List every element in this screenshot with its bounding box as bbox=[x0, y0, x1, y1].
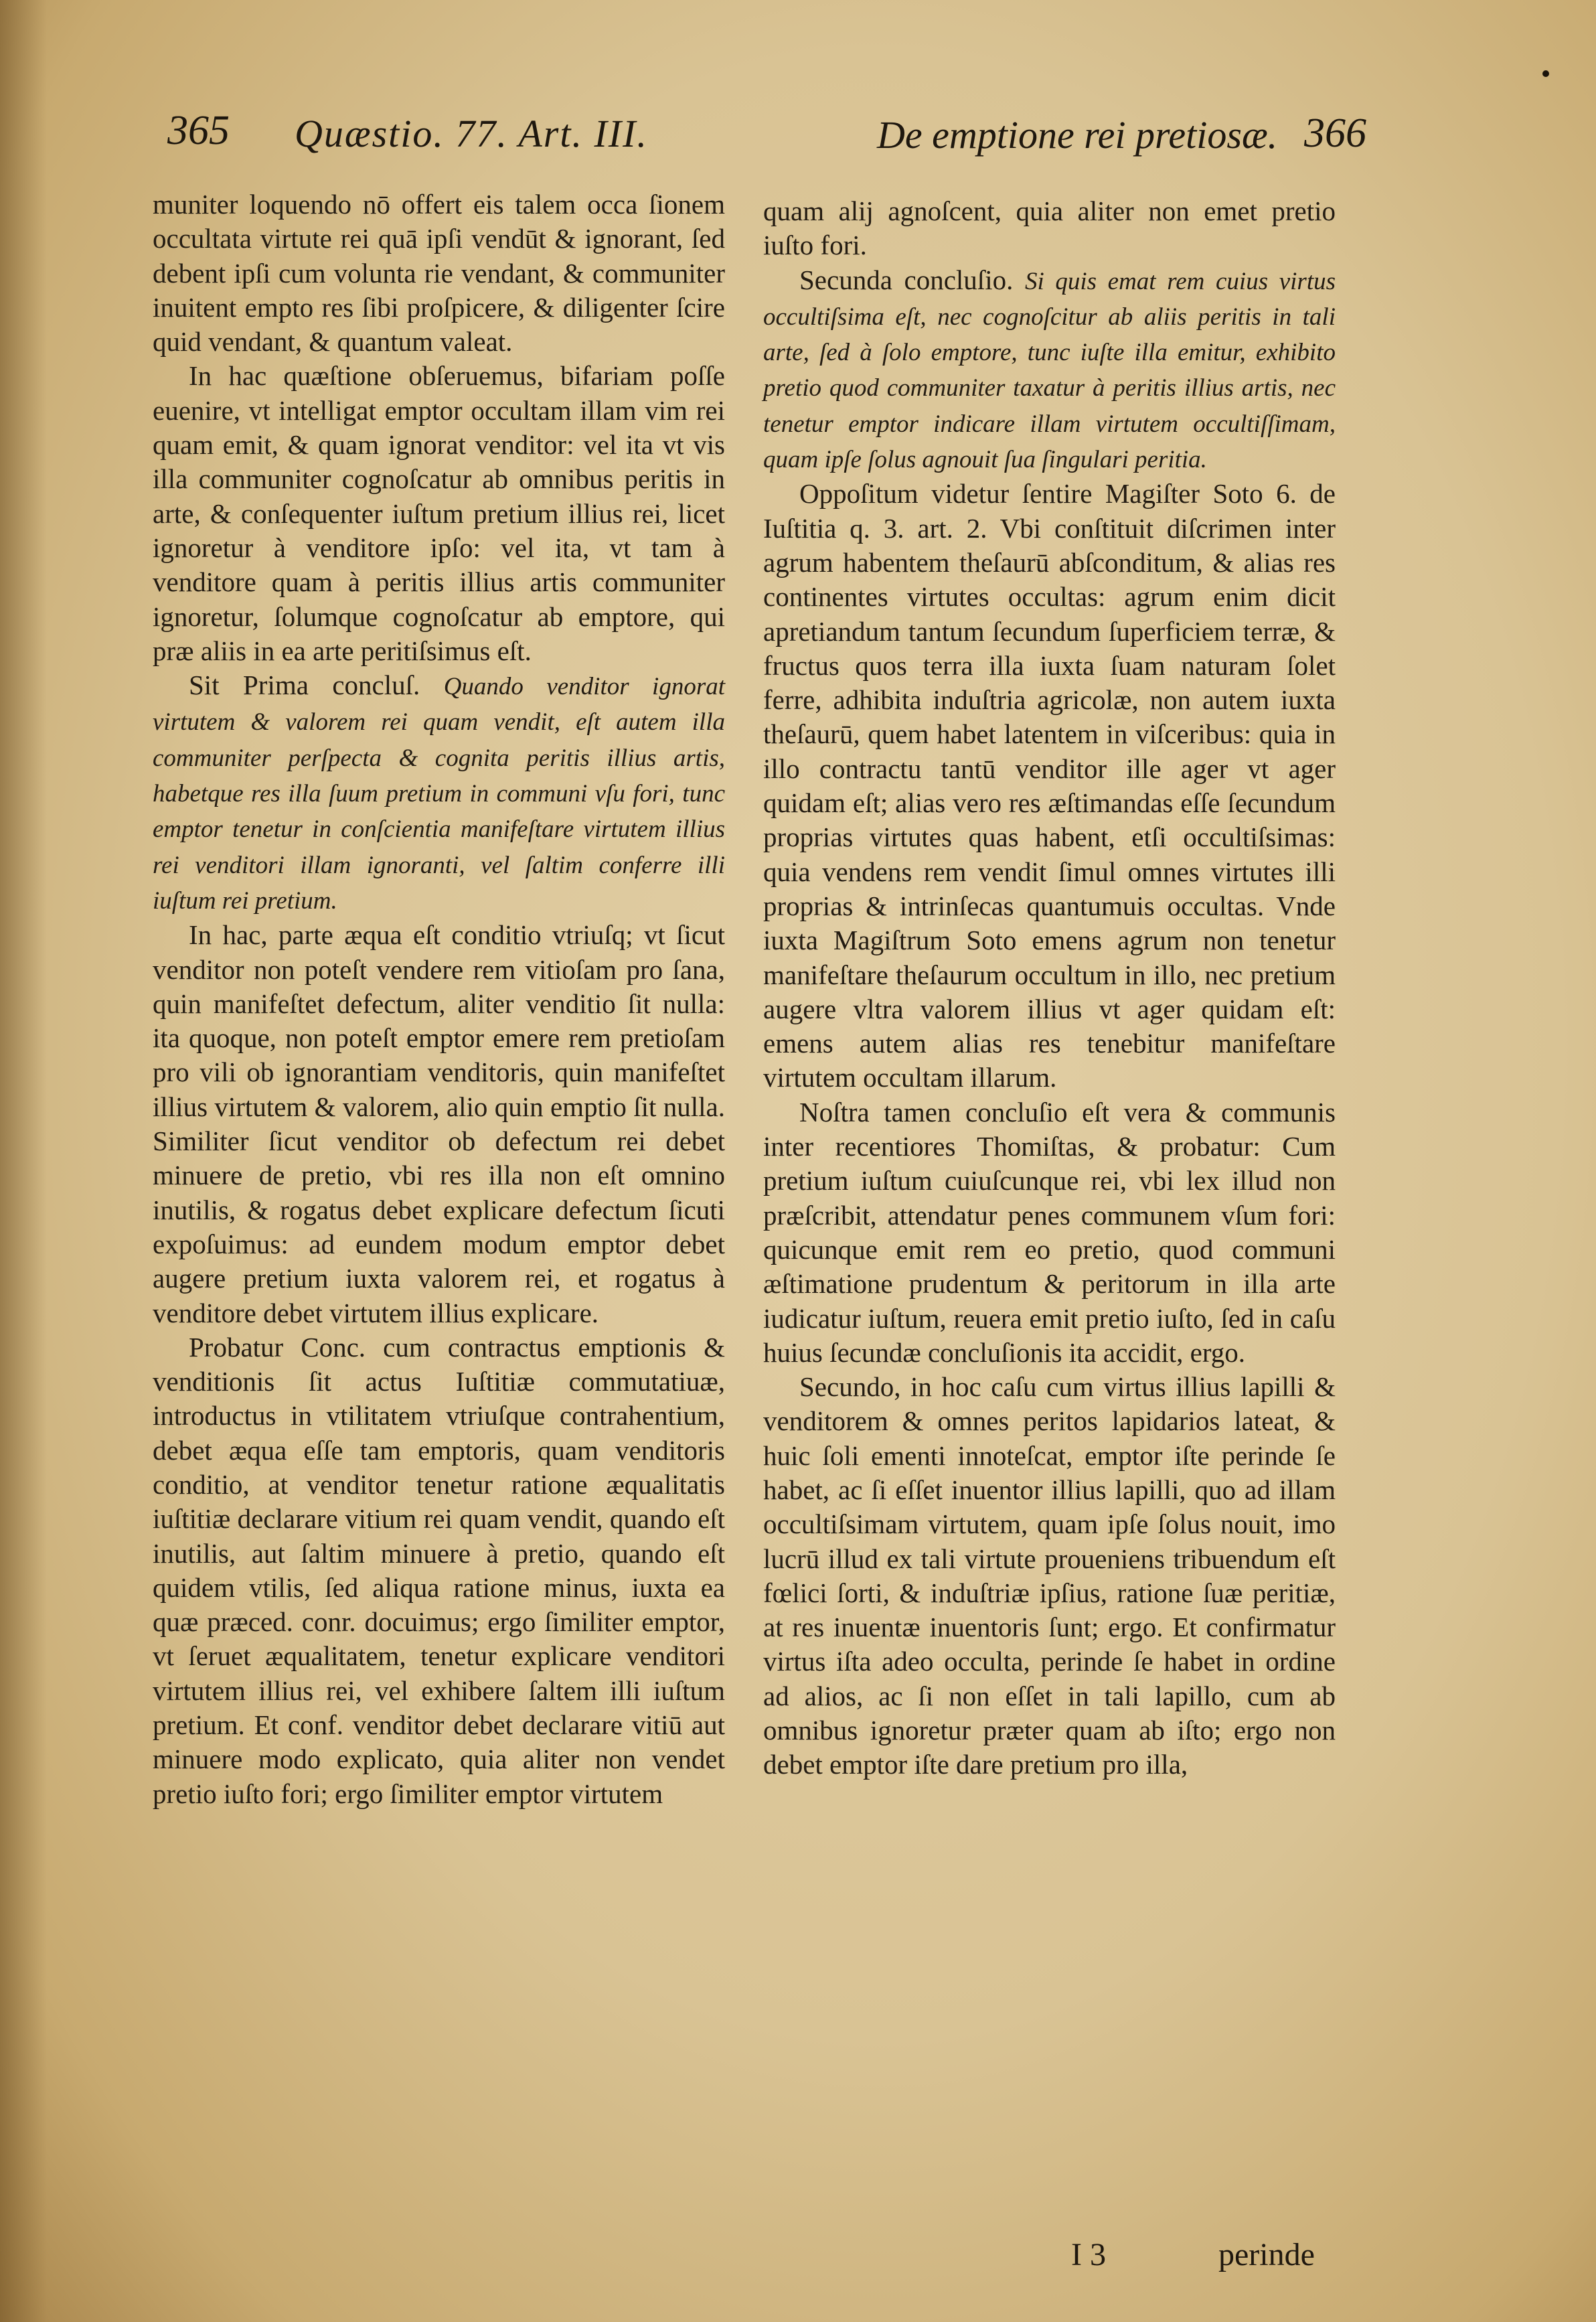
running-header bbox=[0, 107, 1596, 167]
paragraph-text: muniter loquendo nō offert eis talem occa ſionem occultata virtute rei quā ipſi vendūt & ignorant, ſed debent ipſi cum volunta rie vendant, & communiter inuitent empto res ſibi proſpicere, & diligenter ſcire quid vendant, & quantum valeat. bbox=[153, 189, 725, 358]
page-edge-shadow bbox=[0, 0, 47, 2322]
paragraph bbox=[763, 1095, 1336, 1370]
paragraph bbox=[153, 187, 725, 359]
paragraph-text: In hac quæſtione obſeruemus, bifariam poſſe euenire, vt intelligat emptor occultam illam vim rei quam emit, & quam ignorat venditor: vel ita vt vis illa communiter cognoſcatur ab omnibus peritis in arte, & conſequenter iuſtum pretium illius rei, licet ignoretur à venditore ipſo: vel ita, vt tam à venditore quam à peritis illius artis communiter ignoretur, ſolumque cognoſcatur ab emptore, qui præ aliis in ea arte peritiſsimus eſt. bbox=[153, 360, 725, 666]
page-number-left: 365 bbox=[167, 108, 230, 153]
page-number-right: 366 bbox=[1304, 110, 1366, 156]
paragraph-text: Oppoſitum videtur ſentire Magiſter Soto 6. de Iuſtitia q. 3. art. 2. Vbi conſtituit diſcrimen inter agrum habentem theſaurū abſconditum, & alias res continentes virtutes occultas: agrum enim dicit apretiandum tantum ſecundum ſuperficiem terræ, & fructus quos terra illa iuxta ſuam naturam ſolet ferre, adhibita induſtria agricolæ, non autem iuxta theſaurū, quem habet latentem in viſceribus: quia in illo contractu tantū venditor ille ager vt ager quidam eſt; alias vero res æſtimandas eſſe ſecundum proprias virtutes quas habent, etſi occultiſsimas: quia vendens rem vendit ſimul omnes virtutes illi proprias & intrinſecas quantumuis occultas. Vnde iuxta Magiſtrum Soto emens agrum non tenetur manifeſtare theſaurum occultum in illo, nec pretium augere vltra valorem illius vt ager quidam eſt: emens autem alias res tenebitur manifeſtare virtutem occultam illarum. bbox=[763, 478, 1336, 1093]
paragraph bbox=[763, 194, 1336, 263]
paragraph bbox=[153, 918, 725, 1330]
paragraph bbox=[153, 1330, 725, 1811]
paragraph-text: Sit Prima concluſ. bbox=[189, 670, 444, 701]
paragraph-text: In hac, parte æqua eſt conditio vtriuſq; vt ſicut venditor non poteſt vendere rem vitioſam pro ſana, quin manifeſtet defectum, aliter venditio ſit nulla: ita quoque, non poteſt emptor emere rem pretioſam pro vili ob ignorantiam venditoris, quin manifeſtet illius virtutem & valorem, alio quin emptio ſit nulla. Similiter ſicut venditor ob defectum rei debet minuere de pretio, vbi res illa non eſt omnino inutilis, & rogatus debet explicare defectum ſicuti expoſuimus: ad eundem modum emptor debet augere pretium iuxta valorem rei, et rogatus à venditore debet virtutem illius explicare. bbox=[153, 919, 725, 1328]
paragraph bbox=[763, 1370, 1336, 1782]
paragraph-text: Secundo, in hoc caſu cum virtus illius lapilli & venditorem & omnes peritos lapidarios lateat, & huic ſoli ementi innoteſcat, emptor iſte perinde ſe habet, ac ſi eſſet inuentor illius lapilli, quo ad illam occultiſsimam virtutem, quam ipſe ſolus nouit, imo lucrū illud ex tali virtute proueniens tribuendum eſt fœlici ſorti, & induſtriæ ipſius, ratione ſuæ peritiæ, at res inuentæ inuentoris ſunt; ergo. Et confirmatur virtus iſta adeo occulta, perinde ſe habet in ordine ad alios, ac ſi non eſſet in tali lapillo, cum ab omnibus ignoretur præter quam ab iſto; ergo non debet emptor iſte dare pretium pro illa, bbox=[763, 1371, 1336, 1780]
italic-conclusion-text: Quando venditor ignorat virtutem & valorem rei quam vendit, eſt autem illa communiter perſpecta & cognita peritis illius artis, habetque res illa ſuum pretium in communi vſu fori, tunc emptor tenetur in conſcientia manifeſtare virtutem illius rei venditori illam ignoranti, vel ſaltim conferre illi iuſtum rei pretium. bbox=[153, 673, 725, 915]
paragraph bbox=[763, 477, 1336, 1095]
left-text-column bbox=[153, 187, 725, 1811]
paragraph bbox=[763, 263, 1336, 477]
signature-mark: I 3 bbox=[1071, 2237, 1106, 2272]
running-title-left: Quæstio. 77. Art. III. bbox=[295, 112, 648, 155]
paragraph-text: Secunda concluſio. bbox=[799, 264, 1025, 295]
paragraph-text: quam alij agnoſcent, quia aliter non emet pretio iuſto fori. bbox=[763, 196, 1336, 261]
running-title-right: De emptione rei pretiosæ. bbox=[877, 113, 1278, 157]
italic-conclusion-text: Si quis emat rem cuius virtus occultiſsima eſt, nec cognoſcitur ab aliis peritis in tali arte, ſed à ſolo emptore, tunc iuſte illa emitur, exhibito pretio quod communiter taxatur à peritis illius artis, nec tenetur emptor indicare illam virtutem occultiſſimam, quam ipſe ſolus agnouit ſua ſingulari peritia. bbox=[763, 267, 1336, 474]
ink-speck bbox=[1542, 70, 1549, 77]
paragraph-text: Noſtra tamen concluſio eſt vera & communis inter recentiores Thomiſtas, & probatur: Cum pretium iuſtum cuiuſcunque rei, vbi lex illud non præſcribit, attendatur penes communem vſum fori: quicunque emit rem eo pretio, quod communi æſtimatione prudentum & peritorum in illa arte iudicatur iuſtum, reuera emit pretio iuſto, ſed in caſu huius ſecundæ concluſionis ita accidit, ergo. bbox=[763, 1096, 1336, 1368]
catchword: perinde bbox=[1218, 2237, 1315, 2272]
paragraph bbox=[153, 668, 725, 918]
paragraph-text: Probatur Conc. cum contractus emptionis & venditionis ſit actus Iuſtitiæ commutatiuæ, introductus in vtilitatem vtriuſque contrahentium, debet æqua eſſe tam emptoris, quam venditoris conditio, at venditor tenetur ratione æqualitatis iuſtitiæ declarare vitium rei quam vendit, quando eſt inutilis, aut ſaltim minuere à pretio, quando eſt quidem vtilis, ſed aliqua ratione minus, iuxta ea quæ præced. conr. docuimus; ergo ſimiliter emptor, vt ſeruet æqualitatem, tenetur explicare venditori virtutem illius rei, vel exhibere ſaltem illi iuſtum pretium. Et conf. venditor debet declarare vitiū aut minuere modo explicato, quia aliter non vendet pretio iuſto fori; ergo ſimiliter emptor virtutem bbox=[153, 1331, 725, 1809]
right-text-column bbox=[763, 194, 1336, 1782]
paragraph bbox=[153, 359, 725, 668]
